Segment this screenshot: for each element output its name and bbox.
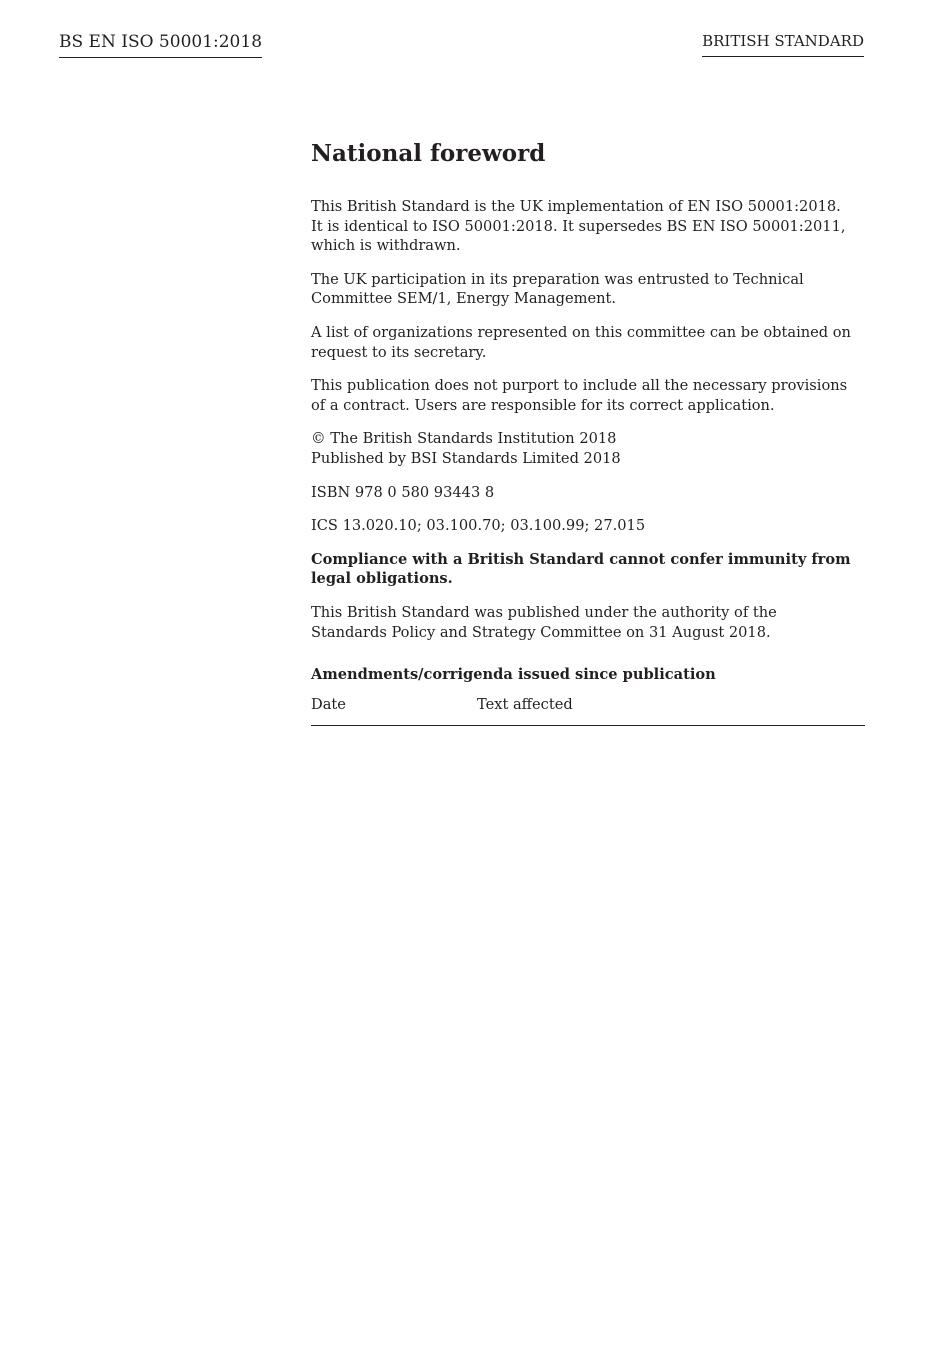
page-title: National foreword [311,140,546,167]
text-line: Published by BSI Standards Limited 2018 [311,449,621,467]
date-column-header: Date [311,695,346,713]
text-line: This British Standard was published under the authority of the [311,603,777,621]
copyright-paragraph [311,429,865,468]
text-line: A list of organizations represented on this committee can be obtained on [311,323,851,341]
text-line: This publication does not purport to include all the necessary provisions [311,377,848,395]
text-line: legal obligations. [311,570,453,588]
text-line: ICS 13.020.10; 03.100.70; 03.100.99; 27.015 [311,517,646,535]
text-line: of a contract. Users are responsible for its correct application. [311,396,775,414]
document-id: BS EN ISO 50001:2018 [59,31,262,58]
organizations-paragraph [311,323,865,362]
ics-codes [311,516,865,536]
amendments-title: Amendments/corrigenda issued since publication [311,666,716,684]
text-line: request to its secretary. [311,343,487,361]
committee-paragraph [311,270,865,309]
compliance-notice [311,550,865,589]
amendments-table [311,695,865,727]
text-line: © The British Standards Institution 2018 [311,430,617,448]
text-line: Standards Policy and Strategy Committee on 31 August 2018. [311,623,771,641]
isbn [311,483,865,503]
text-line: Compliance with a British Standard cannot confer immunity from [311,550,851,568]
text-affected-column-header: Text affected [477,695,573,713]
text-line: Committee SEM/1, Energy Management. [311,290,617,308]
series-label: BRITISH STANDARD [702,31,864,57]
provisions-paragraph [311,376,865,415]
text-line: It is identical to ISO 50001:2018. It supersedes BS EN ISO 50001:2011, [311,217,846,235]
text-line: which is withdrawn. [311,237,461,255]
text-line: ISBN 978 0 580 93443 8 [311,483,495,501]
implementation-paragraph [311,197,865,256]
national-foreword [311,138,865,726]
text-line: This British Standard is the UK implementation of EN ISO 50001:2018. [311,198,841,215]
text-line: The UK participation in its preparation was entrusted to Technical [311,270,804,288]
authority-paragraph [311,603,865,642]
